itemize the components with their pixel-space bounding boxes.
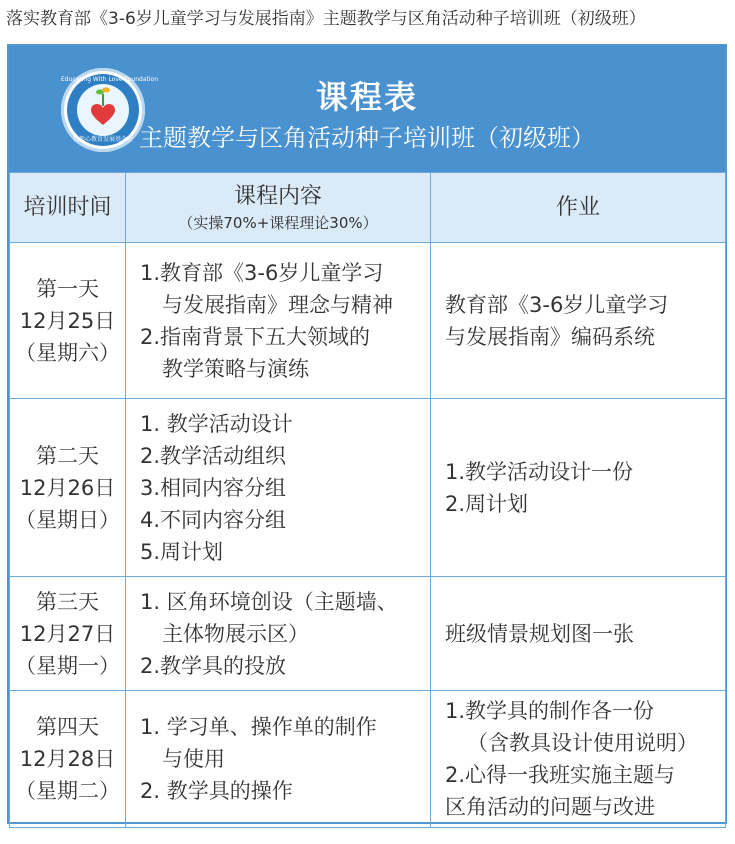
content-cell bbox=[126, 243, 431, 399]
day-weekday: （星期一） bbox=[15, 653, 120, 678]
day-weekday: （星期日） bbox=[15, 507, 120, 532]
day-cell bbox=[10, 243, 126, 399]
day-day: 第一天 bbox=[36, 276, 99, 301]
content-cell bbox=[126, 577, 431, 691]
table-row bbox=[10, 243, 726, 399]
homework-line: 教育部《3-6岁儿童学习 bbox=[445, 292, 669, 317]
day-weekday: （星期二） bbox=[15, 779, 120, 803]
homework-line: 1.教学活动设计一份 bbox=[445, 459, 634, 484]
content-line: 2. 教学具的操作 bbox=[140, 779, 293, 803]
content-line: 与发展指南》理念与精神 bbox=[162, 292, 393, 317]
content-line: 主体物展示区） bbox=[162, 621, 309, 646]
schedule-table bbox=[9, 172, 726, 828]
content-line: 1. 学习单、操作单的制作 bbox=[140, 715, 377, 739]
table-row bbox=[10, 577, 726, 691]
homework-line: 2.心得一我班实施主题与 bbox=[445, 763, 676, 787]
content-line: 教学策略与演练 bbox=[162, 356, 309, 381]
homework-cell bbox=[431, 399, 726, 577]
page-caption: 落实教育部《3-6岁儿童学习与发展指南》主题教学与区角活动种子培训班（初级班） bbox=[6, 9, 646, 29]
logo-text-bottom: 自然心教育发展基金会 bbox=[72, 136, 133, 143]
schedule-card bbox=[7, 44, 727, 824]
content-line: 3.相同内容分组 bbox=[140, 475, 287, 500]
content-line: 1.教育部《3-6岁儿童学习 bbox=[140, 260, 384, 285]
homework-line: 班级情景规划图一张 bbox=[445, 621, 634, 646]
content-line: 4.不同内容分组 bbox=[140, 507, 287, 532]
table-row bbox=[10, 691, 726, 828]
content-line: 与使用 bbox=[162, 747, 225, 771]
content-line: 1. 区角环境创设（主题墙、 bbox=[140, 589, 398, 614]
day-day: 第三天 bbox=[36, 589, 99, 614]
homework-line: 区角活动的问题与改进 bbox=[445, 795, 655, 819]
content-cell bbox=[126, 399, 431, 577]
homework-line: 与发展指南》编码系统 bbox=[445, 324, 655, 349]
schedule-title: 课程表 bbox=[315, 78, 418, 116]
homework-line: 2.周计划 bbox=[445, 491, 529, 516]
day-date: 12月27日 bbox=[19, 621, 116, 646]
content-line: 5.周计划 bbox=[140, 539, 224, 564]
content-line: 2.教学活动组织 bbox=[140, 443, 287, 468]
homework-line: （含教具设计使用说明） bbox=[467, 731, 698, 755]
day-date: 12月25日 bbox=[19, 308, 116, 333]
day-cell bbox=[10, 691, 126, 828]
day-cell bbox=[10, 577, 126, 691]
header-content: 课程内容 （实操70%+课程理论30%） bbox=[126, 173, 431, 243]
day-weekday: （星期六） bbox=[15, 340, 120, 365]
day-day: 第四天 bbox=[36, 715, 99, 739]
content-line: 1. 教学活动设计 bbox=[140, 411, 293, 436]
homework-line: 1.教学具的制作各一份 bbox=[445, 699, 655, 723]
table-row bbox=[10, 399, 726, 577]
homework-cell bbox=[431, 577, 726, 691]
header-homework: 作业 bbox=[431, 173, 726, 243]
homework-cell bbox=[431, 691, 726, 828]
header-time: 培训时间 bbox=[10, 173, 126, 243]
logo-text-top: Educating With Love Foundation bbox=[61, 76, 158, 83]
day-day: 第二天 bbox=[36, 443, 99, 468]
table-header-row bbox=[10, 173, 726, 243]
day-date: 12月28日 bbox=[19, 747, 116, 771]
day-date: 12月26日 bbox=[19, 475, 116, 500]
content-cell bbox=[126, 691, 431, 828]
schedule-subtitle: 主题教学与区角活动种子培训班（初级班） bbox=[139, 124, 595, 152]
homework-cell bbox=[431, 243, 726, 399]
day-cell bbox=[10, 399, 126, 577]
content-line: 2.教学具的投放 bbox=[140, 653, 287, 678]
content-line: 2.指南背景下五大领域的 bbox=[140, 324, 371, 349]
banner bbox=[9, 46, 725, 172]
header-content-note: （实操70%+课程理论30%） bbox=[178, 213, 378, 232]
